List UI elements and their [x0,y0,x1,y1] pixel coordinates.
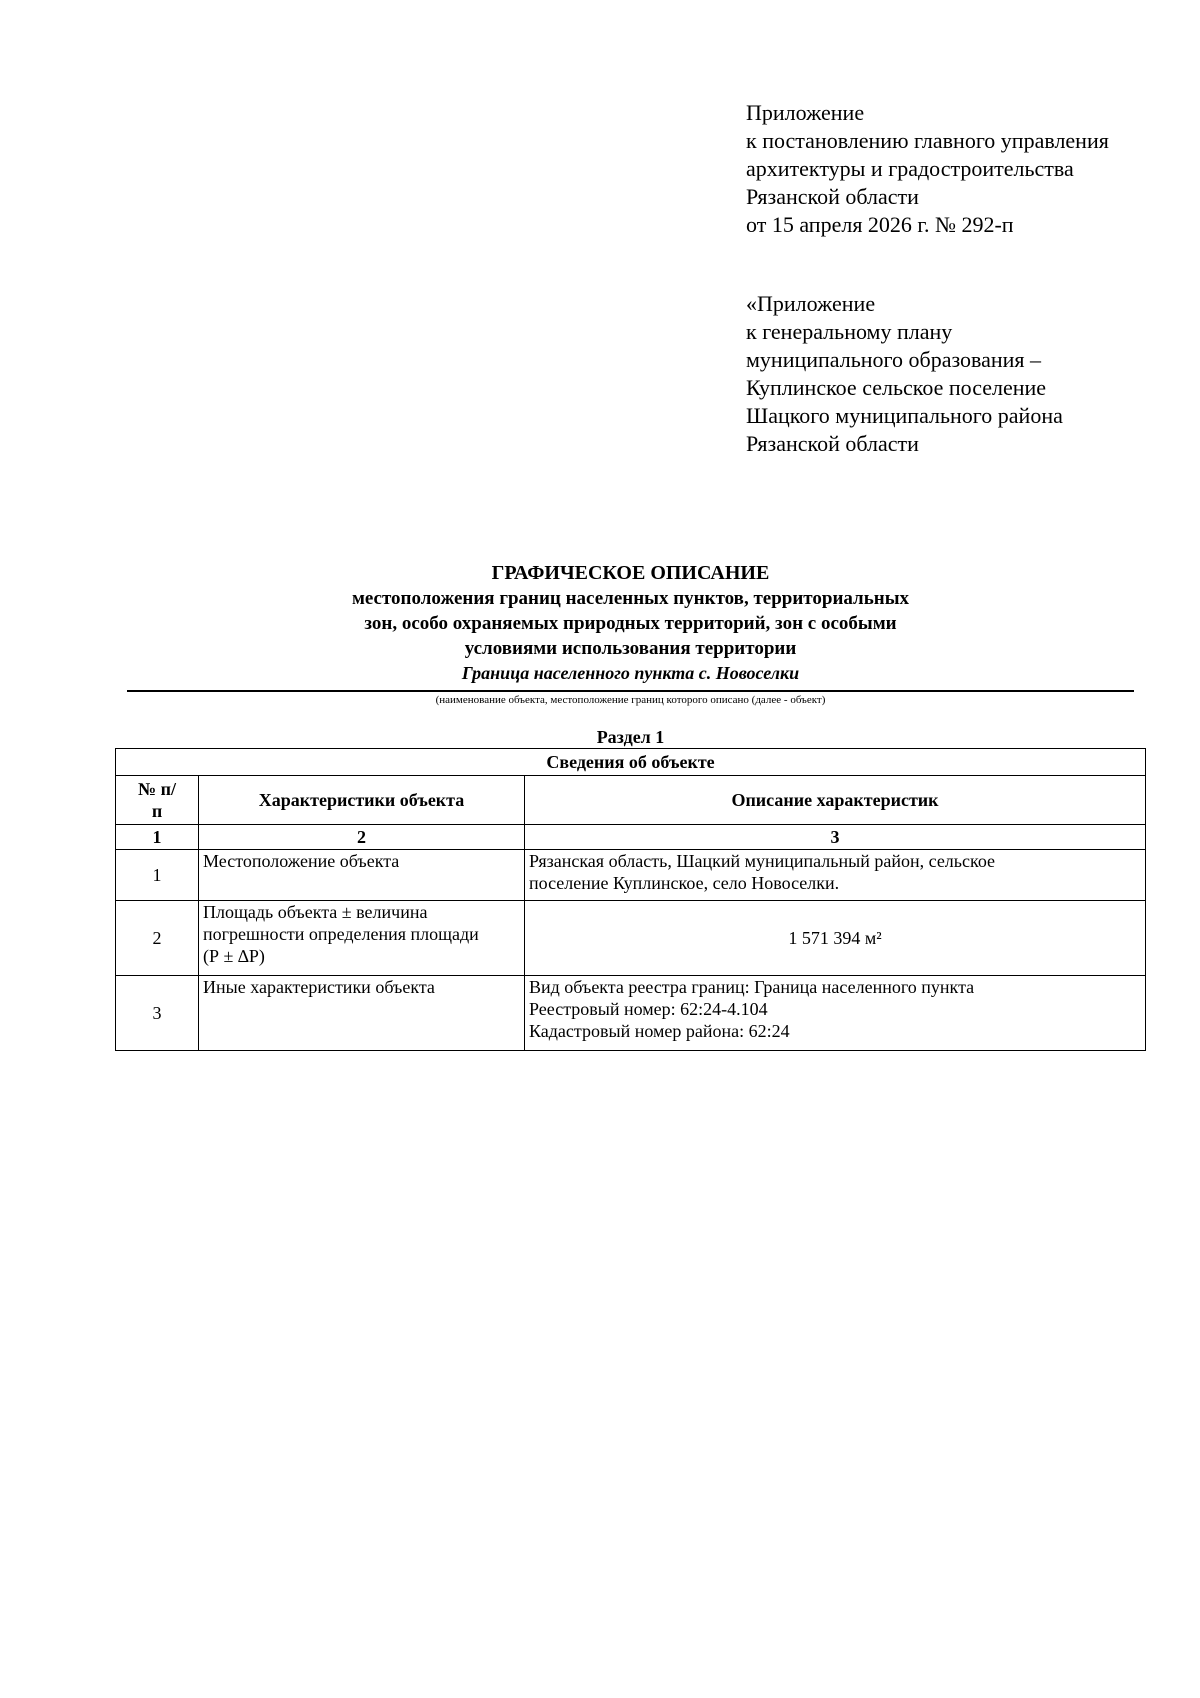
description-line: Кадастровый номер района: 62:24 [529,1021,790,1041]
appendix-line: к постановлению главного управления [746,128,1109,153]
appendix-header-general-plan [746,290,1186,458]
document-subtitle-line: зон, особо охраняемых природных территорий, зон с особыми [364,613,897,634]
row-number: 2 [116,901,199,976]
characteristic-line: Иные характеристики объекта [203,977,435,997]
appendix-line: Куплинское сельское поселение [746,375,1047,400]
table-row [116,901,1146,976]
characteristic-line: Местоположение объекта [203,851,400,871]
characteristic-line: (Р ± ∆Р) [203,946,265,966]
table-header-row [116,776,1146,825]
appendix-line: архитектуры и градостроительства [746,156,1074,181]
appendix-line: муниципального образования – [746,347,1042,372]
row-number: 1 [116,850,199,901]
row-number: 3 [116,976,199,1051]
row-description [525,901,1146,976]
column-header-description: Описание характеристик [525,776,1146,825]
description-line: Реестровый номер: 62:24-4.104 [529,999,768,1019]
object-info-table [115,748,1146,1051]
table-row [116,850,1146,901]
row-characteristic [199,976,525,1051]
document-title: ГРАФИЧЕСКОЕ ОПИСАНИЕ [491,562,770,584]
row-characteristic [199,850,525,901]
appendix-line: к генеральному плану [746,319,953,344]
appendix-line: от 15 апреля 2026 г. № 292-п [746,212,1014,237]
description-line: Рязанская область, Шацкий муниципальный район, сельское [529,851,996,871]
column-header-characteristic: Характеристики объекта [199,776,525,825]
appendix-line: Шацкого муниципального района [746,403,1063,428]
section-heading: Раздел 1 [596,727,665,747]
appendix-line: Рязанской области [746,184,919,209]
appendix-header-decree [746,99,1186,239]
column-index: 2 [199,825,525,850]
title-underline [127,690,1134,692]
document-subtitle-line: условиями использования территории [464,638,797,659]
row-characteristic [199,901,525,976]
table-row [116,976,1146,1051]
appendix-line: «Приложение [746,291,876,316]
column-index: 3 [525,825,1146,850]
table-caption: Сведения об объекте [116,749,1146,776]
table-index-row [116,825,1146,850]
characteristic-line: погрешности определения площади [203,924,479,944]
description-line: поселение Куплинское, село Новоселки. [529,873,840,893]
table-caption-row [116,749,1146,776]
object-name-caption: (наименование объекта, местоположение границ которого описано (далее - объект) [435,694,826,706]
column-index: 1 [116,825,199,850]
object-name: Граница населенного пункта с. Новоселки [461,663,800,683]
characteristic-line: Площадь объекта ± величина [203,902,428,922]
description-line: Вид объекта реестра границ: Граница населенного пункта [529,977,975,997]
document-title-block [127,561,1134,685]
description-line: 1 571 394 м² [788,928,882,948]
column-header-number-label: № п/п [138,779,176,821]
document-subtitle-line: местоположения границ населенных пунктов, территориальных [351,588,910,609]
row-description [525,976,1146,1051]
row-description [525,850,1146,901]
column-header-number [116,776,199,825]
appendix-line: Приложение [746,100,865,125]
appendix-line: Рязанской области [746,431,919,456]
